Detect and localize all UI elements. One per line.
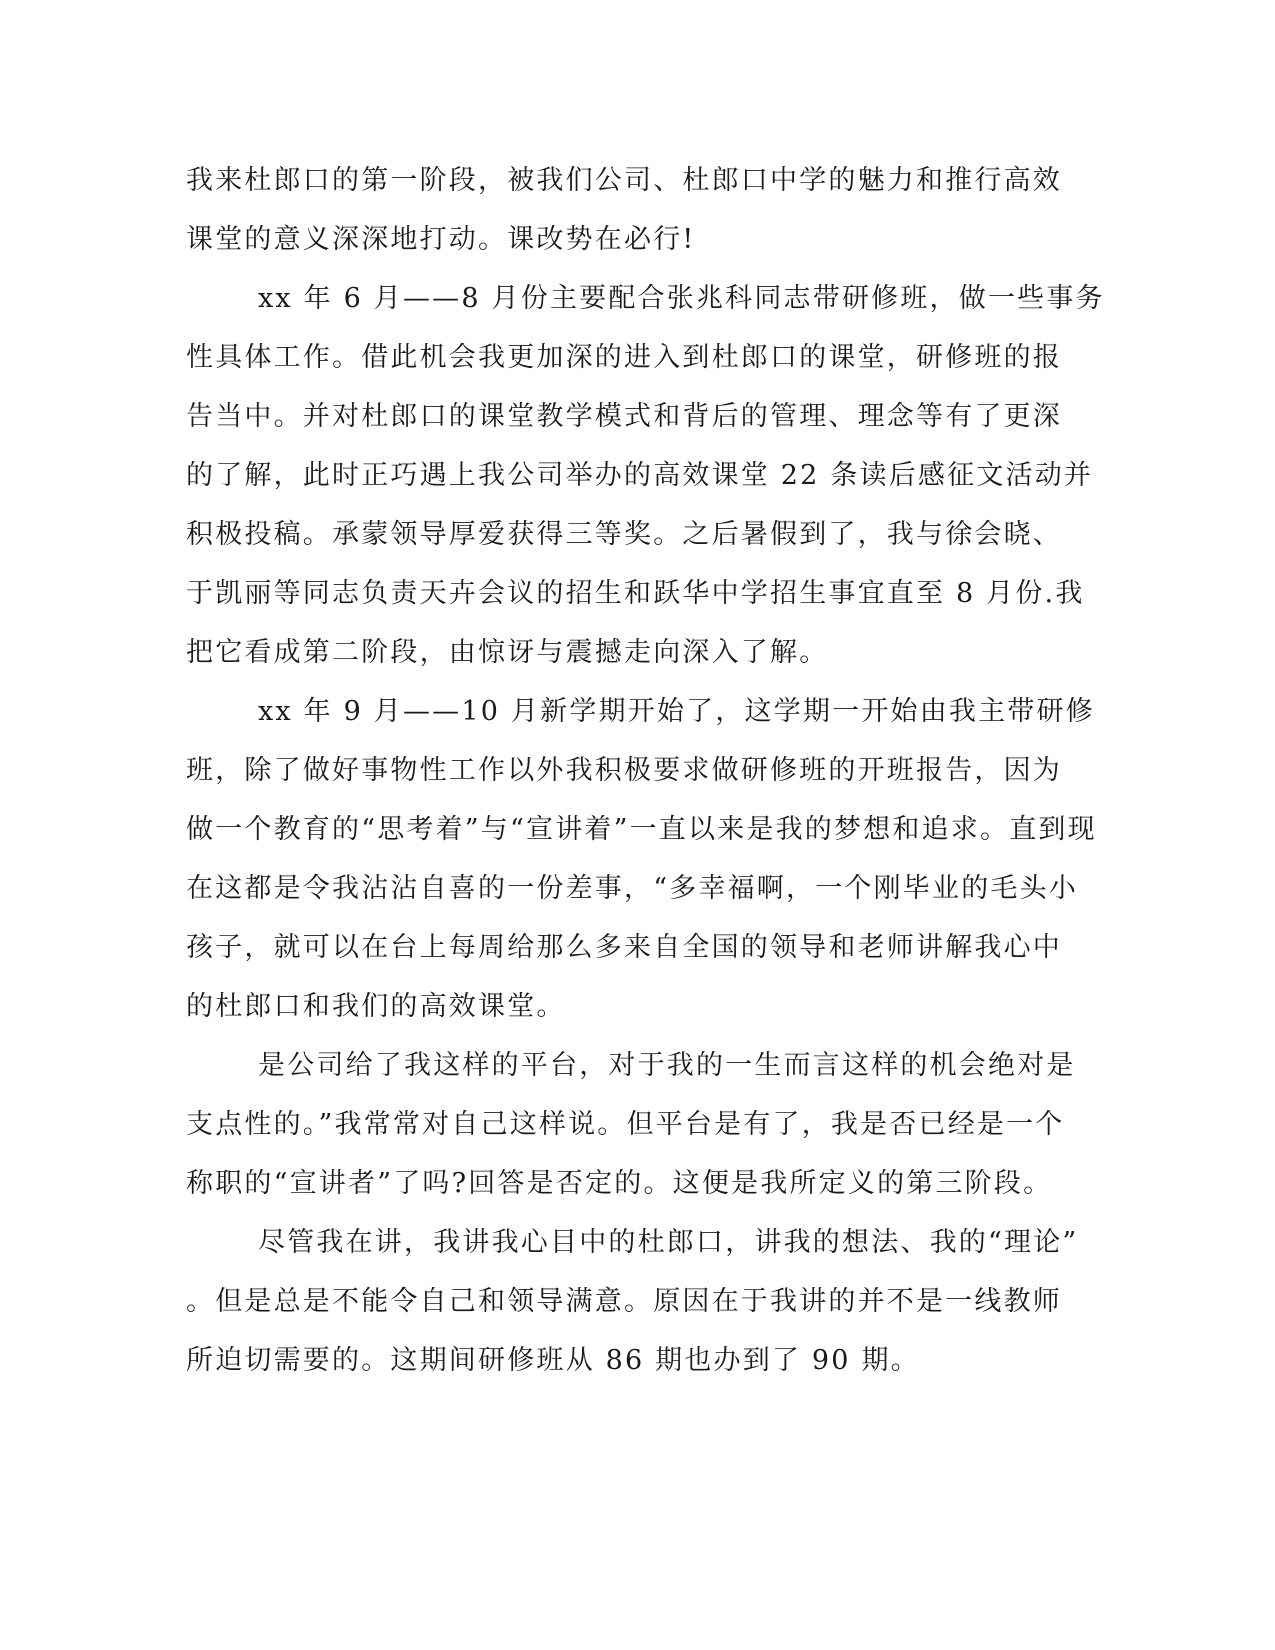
text-line: 告当中。并对杜郎口的课堂教学模式和背后的管理、理念等有了更深 <box>186 401 1062 432</box>
text-line: 把它看成第二阶段，由惊讶与震撼走向深入了解。 <box>186 637 829 668</box>
text-line: 支点性的。”我常常对自己这样说。但平台是有了，我是否已经是一个 <box>186 1109 1065 1140</box>
text-line: 课堂的意义深深地打动。课改势在必行! <box>186 224 696 255</box>
text-line: 称职的“宣讲者”了吗?回答是否定的。这便是我所定义的第三阶段。 <box>186 1168 1053 1199</box>
paragraph-first-line: xx 年 6 月——8 月份主要配合张兆科同志带研修班，做一些事务 <box>258 283 1105 314</box>
text-line: 所迫切需要的。这期间研修班从 86 期也办到了 90 期。 <box>186 1345 920 1376</box>
text-line: 的了解，此时正巧遇上我公司举办的高效课堂 22 条读后感征文活动并 <box>186 460 1094 491</box>
text-line: 性具体工作。借此机会我更加深的进入到杜郎口的课堂，研修班的报 <box>186 342 1062 373</box>
text-line: 在这都是令我沾沾自喜的一份差事，“多幸福啊，一个刚毕业的毛头小 <box>186 873 1079 904</box>
text-line: 。但是总是不能令自己和领导满意。原因在于我讲的并不是一线教师 <box>186 1286 1062 1317</box>
text-line: 的杜郎口和我们的高效课堂。 <box>186 991 566 1022</box>
text-line: 我来杜郎口的第一阶段，被我们公司、杜郎口中学的魅力和推行高效 <box>186 165 1062 196</box>
paragraph-first-line: 是公司给了我这样的平台，对于我的一生而言这样的机会绝对是 <box>258 1050 1076 1081</box>
text-line: 班，除了做好事物性工作以外我积极要求做研修班的开班报告，因为 <box>186 755 1062 786</box>
text-line: 于凯丽等同志负责天卉会议的招生和跃华中学招生事宜直至 8 月份.我 <box>186 578 1085 609</box>
paragraph-first-line: 尽管我在讲，我讲我心目中的杜郎口，讲我的想法、我的“理论” <box>258 1227 1079 1258</box>
paragraph-first-line: xx 年 9 月——10 月新学期开始了，这学期一开始由我主带研修 <box>258 696 1095 727</box>
text-line: 做一个教育的“思考着”与“宣讲着”一直以来是我的梦想和追求。直到现 <box>186 814 1097 845</box>
text-line: 孩子，就可以在台上每周给那么多来自全国的领导和老师讲解我心中 <box>186 932 1062 963</box>
text-line: 积极投稿。承蒙领导厚爱获得三等奖。之后暑假到了，我与徐会晓、 <box>186 519 1062 550</box>
